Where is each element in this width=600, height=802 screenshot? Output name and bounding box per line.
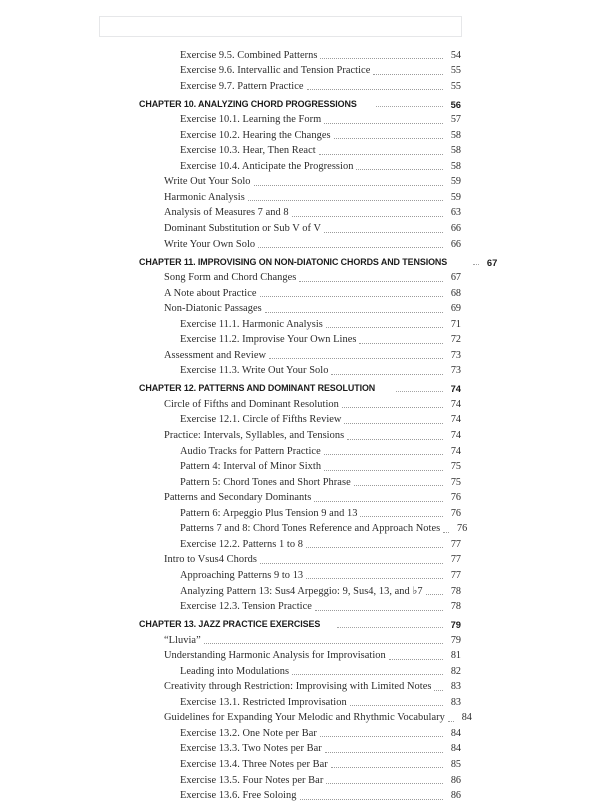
- toc-entry-row[interactable]: [0, 411, 600, 427]
- toc-leader-dots: [360, 515, 443, 517]
- toc-entry-label: Exercise 9.5. Combined Patterns: [180, 49, 318, 61]
- toc-entry-row[interactable]: [0, 111, 600, 127]
- toc-leader-dots: [359, 342, 443, 344]
- toc-entry-label: Approaching Patterns 9 to 13: [180, 569, 304, 581]
- toc-leader-dots: [337, 626, 443, 628]
- toc-entry-label: A Note about Practice: [164, 287, 257, 299]
- toc-entry-row[interactable]: [0, 142, 600, 158]
- toc-page-number: 78: [450, 585, 461, 597]
- toc-page-number: 82: [450, 665, 461, 677]
- toc-leader-dots: [325, 751, 443, 753]
- toc-leader-dots: [299, 280, 443, 282]
- toc-leader-dots: [260, 295, 443, 297]
- toc-entry-row[interactable]: [0, 269, 600, 285]
- toc-entry-row[interactable]: [0, 647, 600, 663]
- toc-page-number: 69: [450, 303, 461, 315]
- toc-page-number: 71: [450, 318, 461, 330]
- toc-chapter-row[interactable]: [0, 613, 600, 631]
- toc-page-number: 55: [450, 65, 461, 77]
- toc-entry-label: Harmonic Analysis: [164, 191, 245, 203]
- toc-entry-label: Pattern 4: Interval of Minor Sixth: [180, 461, 322, 473]
- toc-leader-dots: [314, 500, 443, 502]
- toc-page-number: 83: [450, 696, 461, 708]
- toc-entry-label: Analysis of Measures 7 and 8: [164, 207, 289, 219]
- toc-leader-dots: [473, 263, 479, 265]
- toc-leader-dots: [265, 311, 443, 313]
- top-empty-field[interactable]: [99, 16, 462, 37]
- toc-page-number: 57: [450, 114, 461, 126]
- toc-leader-dots: [324, 231, 443, 233]
- toc-page-number: 55: [450, 80, 461, 92]
- toc-chapter-row[interactable]: [0, 93, 600, 111]
- toc-leader-dots: [204, 642, 443, 644]
- toc-entry-row[interactable]: [0, 126, 600, 142]
- toc-entry-label: Exercise 10.3. Hear, Then React: [180, 145, 316, 157]
- toc-leader-dots: [331, 373, 443, 375]
- toc-leader-dots: [307, 88, 443, 90]
- toc-page-number: 68: [450, 287, 461, 299]
- toc-entry-row[interactable]: [0, 46, 600, 62]
- toc-entry-label: Understanding Harmonic Analysis for Improvisation: [164, 650, 386, 662]
- toc-page-number: 67: [450, 272, 461, 284]
- toc-entry-label: Song Form and Chord Changes: [164, 272, 297, 284]
- toc-entry-row[interactable]: [0, 173, 600, 189]
- toc-entry-label: Exercise 13.6. Free Soloing: [180, 790, 297, 802]
- toc-leader-dots: [319, 153, 443, 155]
- toc-chapter-row[interactable]: [0, 251, 600, 269]
- toc-leader-dots: [376, 105, 443, 107]
- toc-entry-label: Circle of Fifths and Dominant Resolution: [164, 398, 339, 410]
- toc-page-number: 76: [450, 492, 461, 504]
- toc-entry-row[interactable]: [0, 504, 600, 520]
- toc-entry-label: Exercise 10.2. Hearing the Changes: [180, 129, 331, 141]
- toc-page-number: 66: [450, 238, 461, 250]
- toc-entry-row[interactable]: [0, 204, 600, 220]
- toc-entry-row[interactable]: [0, 520, 600, 536]
- toc-entry-row[interactable]: [0, 678, 600, 694]
- toc-entry-row[interactable]: [0, 473, 600, 489]
- toc-page-number: 54: [450, 49, 461, 61]
- toc-entry-label: Exercise 11.2. Improvise Your Own Lines: [180, 334, 357, 346]
- toc-entry-row[interactable]: [0, 787, 600, 802]
- toc-entry-row[interactable]: [0, 315, 600, 331]
- toc-page-number: 74: [450, 414, 461, 426]
- toc-entry-row[interactable]: [0, 331, 600, 347]
- toc-leader-dots: [326, 782, 443, 784]
- toc-entry-label: Exercise 13.2. One Note per Bar: [180, 727, 317, 739]
- toc-entry-row[interactable]: [0, 693, 600, 709]
- toc-entry-row[interactable]: [0, 458, 600, 474]
- toc-entry-label: Exercise 13.4. Three Notes per Bar: [180, 758, 328, 770]
- toc-page-number: 84: [450, 727, 461, 739]
- toc-entry-label: Pattern 6: Arpeggio Plus Tension 9 and 13: [180, 507, 358, 519]
- toc-entry-label: Exercise 12.1. Circle of Fifths Review: [180, 414, 342, 426]
- toc-entry-label: Leading into Modulations: [180, 665, 290, 677]
- toc-leader-dots: [331, 766, 443, 768]
- toc-page-number: 84: [450, 743, 461, 755]
- toc-page-number: 81: [450, 650, 461, 662]
- toc-entry-row[interactable]: [0, 662, 600, 678]
- toc-entry-label: Write Out Your Solo: [164, 176, 251, 188]
- toc-page-number: 75: [450, 461, 461, 473]
- toc-leader-dots: [324, 469, 443, 471]
- toc-chapter-label: CHAPTER 13. JAZZ PRACTICE EXERCISES: [139, 619, 321, 631]
- toc-leader-dots: [324, 122, 443, 124]
- toc-page-number: 74: [450, 445, 461, 457]
- toc-chapter-label: CHAPTER 11. IMPROVISING ON NON-DIATONIC CHORDS AND TENSIONS: [139, 256, 448, 268]
- toc-leader-dots: [248, 199, 443, 201]
- toc-page-number: 73: [450, 349, 461, 361]
- toc-entry-label: Exercise 13.5. Four Notes per Bar: [180, 774, 324, 786]
- toc-leader-dots: [269, 357, 443, 359]
- toc-page-number: 77: [450, 538, 461, 550]
- toc-leader-dots: [373, 73, 443, 75]
- toc-page-number: 86: [450, 774, 461, 786]
- toc-page-number: 77: [450, 569, 461, 581]
- toc-chapter-label: CHAPTER 10. ANALYZING CHORD PROGRESSIONS: [139, 98, 357, 110]
- toc-entry-label: Exercise 9.6. Intervallic and Tension Practice: [180, 65, 371, 77]
- toc-entry-row[interactable]: [0, 442, 600, 458]
- toc-page-number: 58: [450, 129, 461, 141]
- toc-page-number: 77: [450, 554, 461, 566]
- toc-entry-row[interactable]: [0, 188, 600, 204]
- toc-chapter-label: CHAPTER 12. PATTERNS AND DOMINANT RESOLUTION: [139, 383, 376, 395]
- toc-leader-dots: [396, 390, 443, 392]
- toc-page-number: 56: [450, 98, 461, 110]
- toc-entry-row[interactable]: [0, 755, 600, 771]
- toc-page-number: 79: [450, 634, 461, 646]
- toc-entry-row[interactable]: [0, 709, 600, 725]
- toc-entry-row[interactable]: [0, 284, 600, 300]
- toc-leader-dots: [389, 658, 443, 660]
- toc-entry-row[interactable]: [0, 219, 600, 235]
- toc-entry-row[interactable]: [0, 77, 600, 93]
- toc-entry-row[interactable]: [0, 362, 600, 378]
- toc-entry-label: Guidelines for Expanding Your Melodic and Rhythmic Vocabulary: [164, 712, 445, 724]
- toc-entry-label: Exercise 13.3. Two Notes per Bar: [180, 743, 322, 755]
- toc-entry-label: Exercise 13.1. Restricted Improvisation: [180, 696, 347, 708]
- toc-leader-dots: [315, 609, 443, 611]
- toc-entry-label: Exercise 9.7. Pattern Practice: [180, 80, 304, 92]
- toc-entry-row[interactable]: [0, 551, 600, 567]
- toc-entry-row[interactable]: [0, 157, 600, 173]
- toc-entry-label: Patterns 7 and 8: Chord Tones Reference and Approach Notes: [180, 523, 441, 535]
- toc-page-number: 67: [486, 256, 498, 268]
- toc-leader-dots: [350, 704, 443, 706]
- toc-entry-label: Exercise 11.1. Harmonic Analysis: [180, 318, 323, 330]
- toc-page-number: 78: [450, 601, 461, 613]
- toc-page-number: 58: [450, 160, 461, 172]
- toc-page-number: 66: [450, 223, 461, 235]
- toc-entry-label: Audio Tracks for Pattern Practice: [180, 445, 321, 457]
- toc-page-number: 79: [450, 619, 461, 631]
- toc-page-number: 63: [450, 207, 461, 219]
- toc-leader-dots: [320, 735, 443, 737]
- toc-leader-dots: [300, 798, 444, 800]
- toc-entry-label: Exercise 12.2. Patterns 1 to 8: [180, 538, 303, 550]
- toc-leader-dots: [292, 215, 443, 217]
- toc-leader-dots: [356, 168, 443, 170]
- toc-page-number: 75: [450, 476, 461, 488]
- toc-leader-dots: [344, 422, 443, 424]
- toc-leader-dots: [260, 562, 443, 564]
- toc-entry-row[interactable]: [0, 426, 600, 442]
- toc-entry-label: Write Your Own Solo: [164, 238, 256, 250]
- toc-page-number: 74: [450, 430, 461, 442]
- toc-page-number: 72: [450, 334, 461, 346]
- toc-entry-label: Dominant Substitution or Sub V of V: [164, 223, 322, 235]
- toc-page-number: 74: [450, 398, 461, 410]
- toc-page-number: 83: [450, 681, 461, 693]
- toc-page-number: 76: [450, 507, 461, 519]
- toc-entry-row[interactable]: [0, 235, 600, 251]
- toc-page-number: 84: [461, 712, 472, 724]
- toc-entry-label: Non-Diatonic Passages: [164, 303, 262, 315]
- toc-leader-dots: [434, 689, 443, 691]
- toc-leader-dots: [306, 546, 443, 548]
- toc-entry-label: Assessment and Review: [164, 349, 267, 361]
- toc-page-number: 76: [457, 523, 468, 535]
- toc-leader-dots: [306, 577, 443, 579]
- toc-entry-row[interactable]: [0, 740, 600, 756]
- toc-entry-label: Exercise 12.3. Tension Practice: [180, 601, 312, 613]
- toc-entry-label: Analyzing Pattern 13: Sus4 Arpeggio: 9, Sus4, 13, and ♭7: [180, 585, 423, 597]
- toc-entry-row[interactable]: [0, 566, 600, 582]
- toc-entry-row[interactable]: [0, 395, 600, 411]
- toc-entry-row[interactable]: [0, 724, 600, 740]
- toc-leader-dots: [324, 453, 443, 455]
- toc-entry-label: Intro to Vsus4 Chords: [164, 554, 257, 566]
- toc-entry-row[interactable]: [0, 346, 600, 362]
- toc-entry-row[interactable]: [0, 62, 600, 78]
- toc-page-number: 74: [450, 383, 461, 395]
- toc-entry-label: Exercise 11.3. Write Out Your Solo: [180, 365, 329, 377]
- toc-leader-dots: [354, 484, 443, 486]
- toc-leader-dots: [347, 438, 443, 440]
- toc-page-number: 59: [450, 191, 461, 203]
- toc-leader-dots: [254, 184, 443, 186]
- toc-entry-row[interactable]: [0, 489, 600, 505]
- toc-page-number: 86: [450, 790, 461, 802]
- toc-entry-label: Practice: Intervals, Syllables, and Tensions: [164, 430, 345, 442]
- toc-leader-dots: [258, 246, 443, 248]
- table-of-contents-list: [0, 46, 600, 802]
- toc-leader-dots: [426, 593, 443, 595]
- toc-page-number: 73: [450, 365, 461, 377]
- toc-entry-row[interactable]: [0, 771, 600, 787]
- toc-entry-label: Patterns and Secondary Dominants: [164, 492, 312, 504]
- toc-entry-row[interactable]: [0, 631, 600, 647]
- toc-entry-label: Exercise 10.4. Anticipate the Progression: [180, 160, 354, 172]
- toc-leader-dots: [320, 57, 443, 59]
- toc-entry-label: Pattern 5: Chord Tones and Short Phrase: [180, 476, 351, 488]
- toc-leader-dots: [443, 531, 449, 533]
- toc-leader-dots: [334, 137, 443, 139]
- toc-page-number: 59: [450, 176, 461, 188]
- toc-leader-dots: [448, 720, 454, 722]
- toc-leader-dots: [292, 673, 443, 675]
- toc-entry-label: Exercise 10.1. Learning the Form: [180, 114, 322, 126]
- toc-entry-row[interactable]: [0, 582, 600, 598]
- toc-page-number: 58: [450, 145, 461, 157]
- toc-entry-row[interactable]: [0, 300, 600, 316]
- toc-leader-dots: [342, 406, 443, 408]
- toc-entry-label: Creativity through Restriction: Improvising with Limited Notes: [164, 681, 432, 693]
- toc-entry-label: “Lluvia”: [164, 634, 201, 646]
- toc-page-number: 85: [450, 758, 461, 770]
- toc-chapter-row[interactable]: [0, 377, 600, 395]
- toc-leader-dots: [326, 326, 443, 328]
- toc-entry-row[interactable]: [0, 535, 600, 551]
